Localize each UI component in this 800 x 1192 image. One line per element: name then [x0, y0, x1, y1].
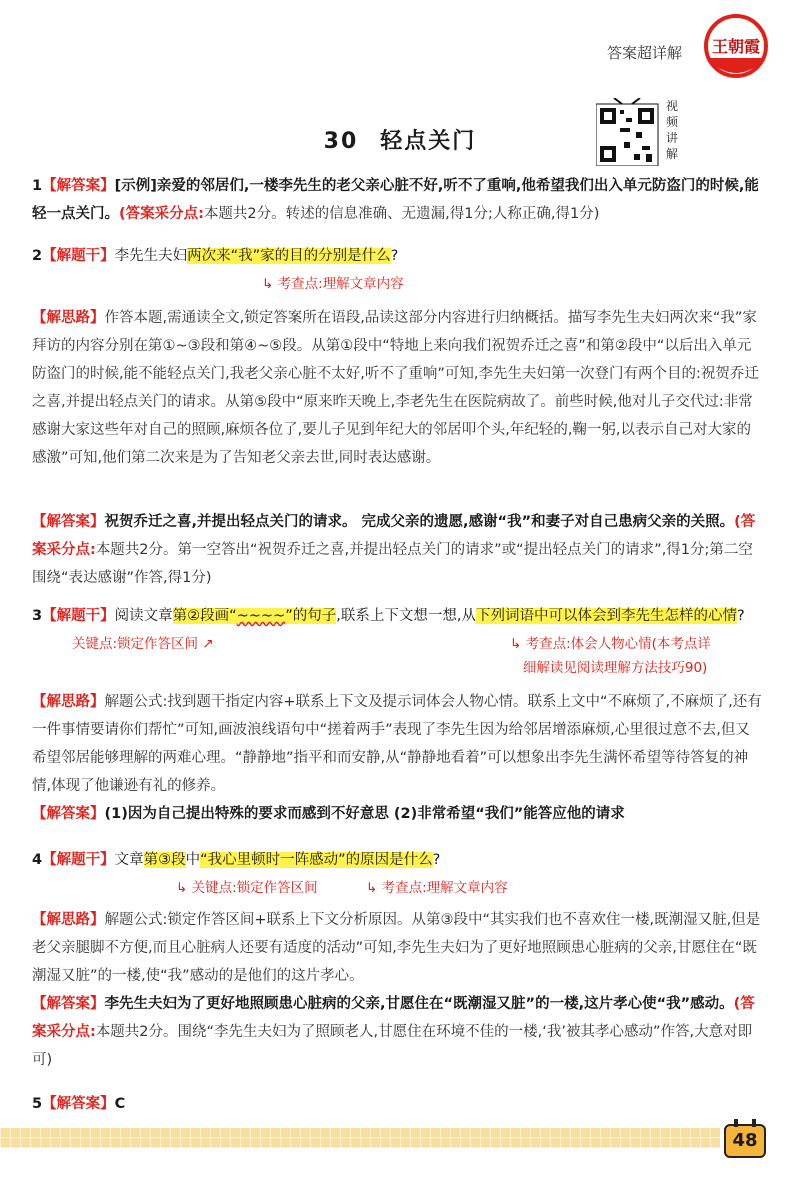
question-1: 1【解答案】[示例]亲爱的邻居们,一楼李先生的老父亲心脏不好,听不了重响,他希望我们出入单元防盗门的时候,能轻一点关门。(答案采分点:本题共2分。转述的信息准确、无遗漏,得1分;人称正确,得1分) [32, 178, 759, 222]
question-3-path: 【解思路】解题公式:找到题干指定内容+联系上下文及提示词体会人物心情。联系上文中“不麻烦了,不麻烦了,还有一件事情要请你们帮忙”可知,画波浪线语句中“搓着两手”表现了李先生因为给邻居增添麻烦,心里很过意不去,但又希望邻居能够理解的两难心理。“静静地”指平和而安静,从“静静地看着”可以想象出李先生满怀希望等待答复的神情,体现了他谦逊有礼的修养。 [32, 694, 762, 794]
question-3-stem: 3【解题干】阅读文章第②段画“~~~~”的句子,联系上下文想一想,从下列词语中可以体会到李先生怎样的心情? [32, 608, 745, 624]
q4-note-left: ↳ 关键点:锁定作答区间 [176, 880, 318, 896]
q4-note-right: ↳ 考查点:理解文章内容 [366, 880, 508, 896]
question-4-stem: 4【解题干】文章第③段中“我心里顿时一阵感动”的原因是什么? [32, 852, 441, 868]
question-4-answer: 【解答案】李先生夫妇为了更好地照顾患心脏病的父亲,甘愿住在“既潮湿又脏”的一楼,这片孝心使“我”感动。(答案采分点:本题共2分。围绕“李先生夫妇为了照顾老人,甘愿住在环境不佳的一楼,‘我’被其孝心感动”作答,大意对即可) [32, 996, 755, 1068]
qr-label: 视频讲解 [666, 99, 679, 161]
qr-code-icon[interactable] [596, 98, 666, 166]
question-4-path: 【解思路】解题公式:锁定作答区间+联系上下文分析原因。从第③段中“其实我们也不喜欢住一楼,既潮湿又脏,但是老父亲腿脚不方便,而且心脏病人还要有适度的活动”可知,李先生夫妇为了更好地照顾患心脏病的父亲,甘愿住在“既潮湿又脏”的一楼,使“我”感动的是他们的这片孝心。 [32, 912, 761, 984]
q3-note-right: ↳ 考查点:体会人物心情(本考点详 细解读见阅读理解方法技巧90) [510, 636, 711, 676]
q3-note-left: 关键点:锁定作答区间 ↗ [72, 636, 214, 652]
question-3-answer: 【解答案】(1)因为自己提出特殊的要求而感到不好意思 (2)非常希望“我们”能答应他的请求 [32, 806, 625, 822]
page-number: 48 [724, 1124, 766, 1158]
question-5: 5【解答案】C [32, 1096, 126, 1112]
svg-text:王朝霞: 王朝霞 [711, 37, 761, 56]
question-2-answer: 【解答案】祝贺乔迁之喜,并提出轻点关门的请求。 完成父亲的遗愿,感谢“我”和妻子对自己患病父亲的关照。(答案采分点:本题共2分。第一空答出“祝贺乔迁之喜,并提出轻点关门的请求”或“提出轻点关门的请求”,得1分;第二空围绕“表达感谢”作答,得1分) [32, 514, 756, 586]
header-label: 答案超详解 [606, 44, 682, 62]
q2-note: ↳ 考查点:理解文章内容 [262, 276, 404, 292]
page-title: 30 轻点关门 [323, 129, 477, 154]
question-2-path: 【解思路】作答本题,需通读全文,锁定答案所在语段,品读这部分内容进行归纳概括。描写李先生夫妇两次来“我”家拜访的内容分别在第①~③段和第④~⑤段。从第①段中“特地上来向我们祝贺乔迁之喜”和第②段中“以后出入单元防盗门的时候,能不能轻点关门,我老父亲心脏不太好,听不了重响”可知,李先生夫妇第一次登门有两个目的:祝贺乔迁之喜,并提出轻点关门的请求。从第⑤段中“原来昨天晚上,李老先生在医院病故了。前些时候,他对儿子交代过:非常感谢大家这些年对自己的照顾,麻烦各位了,要儿子见到年纪大的邻居叩个头,年纪轻的,鞠一躬,以表示自己对大家的感激”可知,他们第二次来是为了告知老父亲去世,同时表达感谢。 [32, 310, 759, 466]
brand-logo [692, 8, 780, 88]
footer-bar [0, 1128, 720, 1148]
question-2-stem: 2【解题干】李先生夫妇两次来“我”家的目的分别是什么? [32, 248, 399, 264]
